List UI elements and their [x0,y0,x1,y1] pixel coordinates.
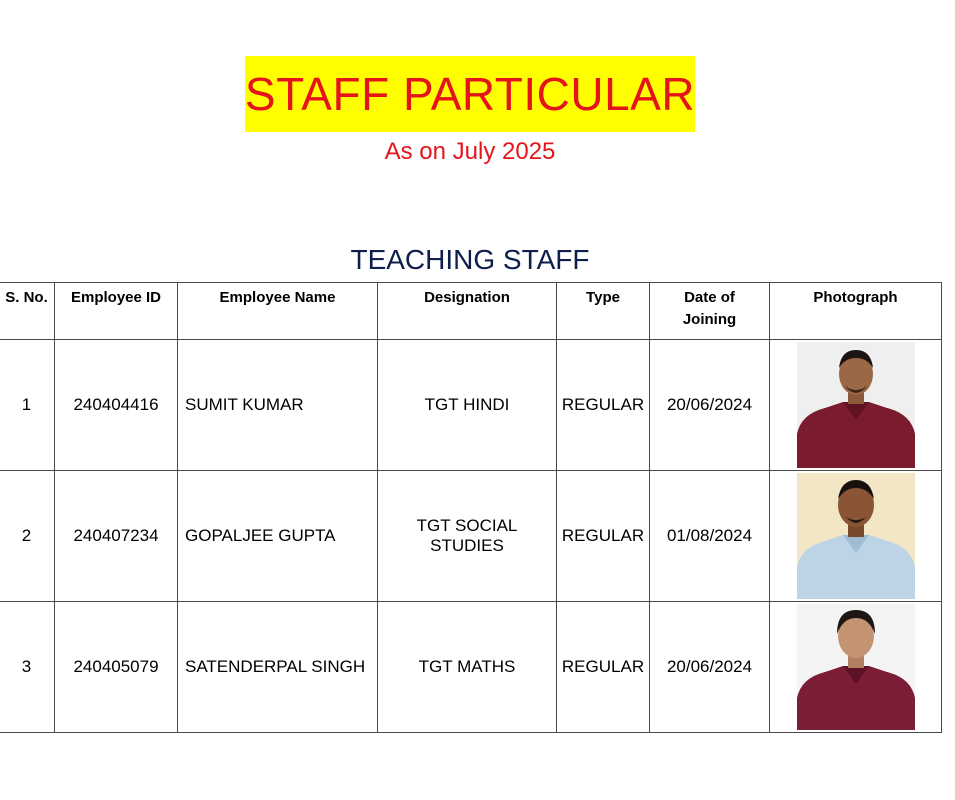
cell-type: REGULAR [557,602,650,733]
table-header-row [0,283,942,340]
cell-designation: TGT MATHS [378,602,557,733]
col-header-date-of-joining [650,283,770,340]
cell-date-of-joining: 01/08/2024 [650,471,770,602]
page-title: STAFF PARTICULAR [244,68,696,120]
cell-sno: 2 [0,471,55,602]
table-row [0,340,942,471]
col-header-photograph: Photograph [770,283,942,340]
cell-photograph [770,340,942,471]
cell-sno: 3 [0,602,55,733]
col-header-employee-name: Employee Name [178,283,378,340]
section-title: TEACHING STAFF [350,244,590,275]
page-subtitle: As on July 2025 [384,138,556,165]
cell-photograph [770,602,942,733]
cell-type: REGULAR [557,471,650,602]
cell-employee-name: SUMIT KUMAR [178,340,378,471]
cell-photograph [770,471,942,602]
cell-employee-name: SATENDERPAL SINGH [178,602,378,733]
cell-employee-id: 240407234 [55,471,178,602]
cell-sno: 1 [0,340,55,471]
person-photo-icon [797,473,915,599]
col-header-designation: Designation [378,283,557,340]
cell-designation: TGT SOCIAL STUDIES [378,471,557,602]
person-photo-icon [797,604,915,730]
col-header-doj-line2: Joining [682,311,737,328]
table-row [0,602,942,733]
col-header-doj-line1: Date of [684,289,735,306]
cell-employee-id: 240405079 [55,602,178,733]
cell-employee-id: 240404416 [55,340,178,471]
cell-designation: TGT HINDI [378,340,557,471]
cell-date-of-joining: 20/06/2024 [650,340,770,471]
col-header-employee-id: Employee ID [55,283,178,340]
cell-date-of-joining: 20/06/2024 [650,602,770,733]
table-row [0,471,942,602]
person-photo-icon [797,342,915,468]
cell-type: REGULAR [557,340,650,471]
title-highlight [245,56,695,132]
staff-table [0,282,942,733]
cell-employee-name: GOPALJEE GUPTA [178,471,378,602]
col-header-type: Type [557,283,650,340]
col-header-sno: S. No. [0,283,55,340]
